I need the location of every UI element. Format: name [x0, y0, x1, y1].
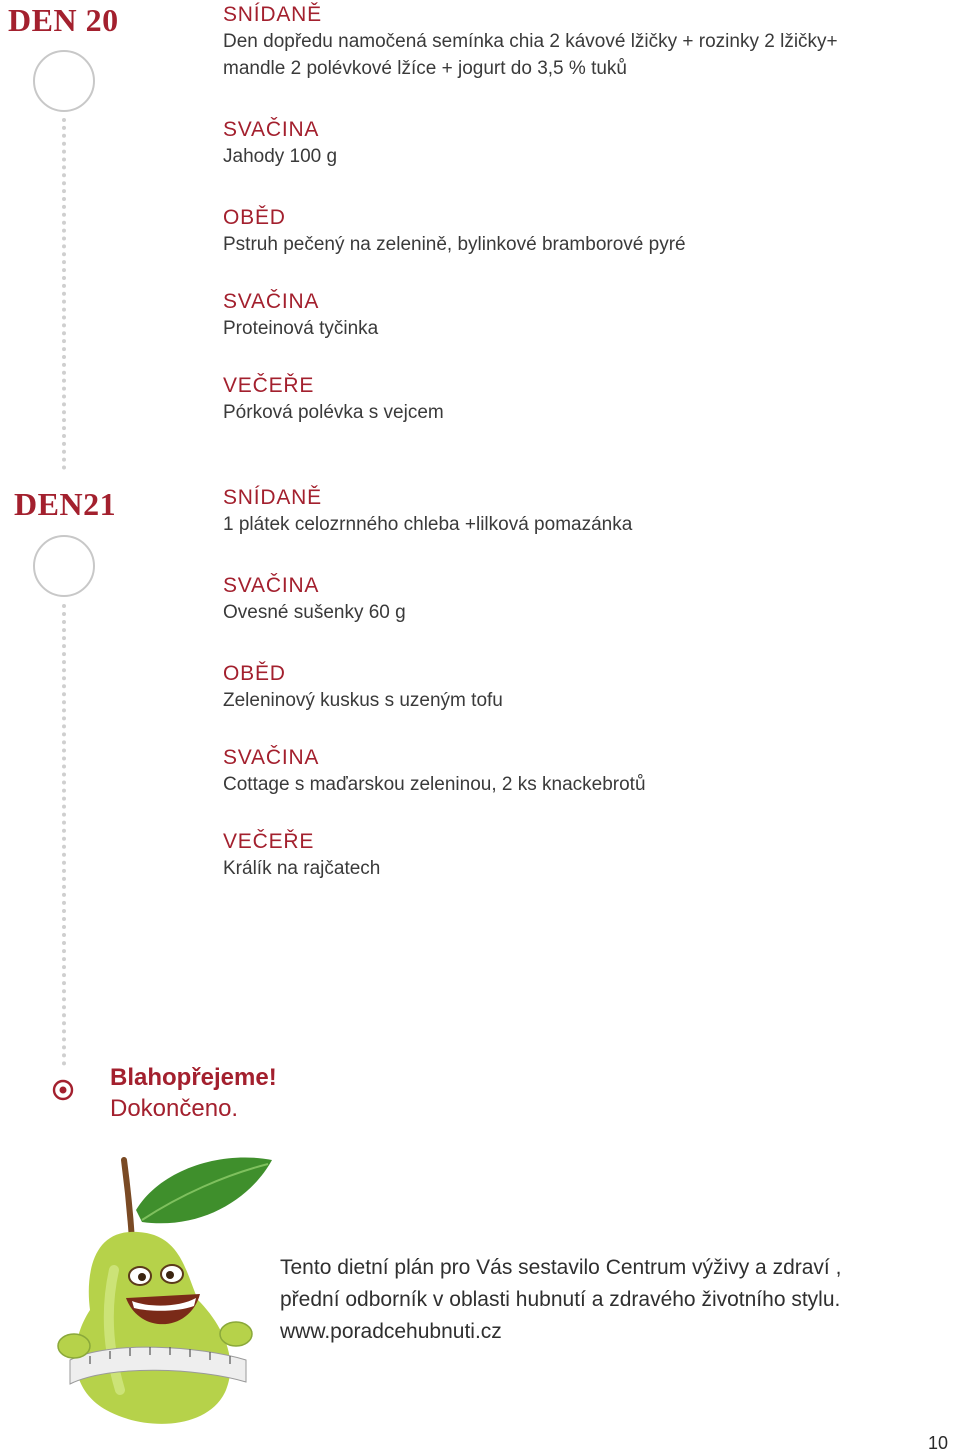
website-link[interactable]: www.poradcehubnuti.cz: [280, 1320, 502, 1343]
credit-line: Tento dietní plán pro Vás sestavilo Centrum výživy a zdraví ,: [280, 1256, 842, 1279]
congratulations-block: [110, 1062, 277, 1124]
credit-text: [280, 1252, 930, 1348]
meal-text: Pórková polévka s vejcem: [223, 402, 444, 423]
day-21-timeline-circle: [33, 535, 95, 597]
meal-text: Králík na rajčatech: [223, 858, 381, 879]
meal-label: SVAČINA: [223, 746, 320, 769]
day-21-snack-2: [223, 745, 923, 798]
day-20-breakfast: [223, 2, 923, 82]
meal-text: Den dopředu namočená semínka chia 2 kávové lžičky + rozinky 2 lžičky+: [223, 31, 838, 52]
pear-mascot-illustration: [50, 1150, 290, 1430]
day-21-snack-1: [223, 573, 923, 626]
credit-line: přední odborník v oblasti hubnutí a zdravého životního stylu.: [280, 1288, 841, 1311]
day-21-breakfast: [223, 485, 923, 538]
meal-label: SVAČINA: [223, 118, 320, 141]
day-20-timeline-circle: [33, 50, 95, 112]
meal-text: Pstruh pečený na zelenině, bylinkové bramborové pyré: [223, 234, 686, 255]
meal-text: 1 plátek celozrnného chleba +lilková pomazánka: [223, 514, 633, 535]
day-20-lunch: [223, 205, 923, 258]
day-21-title: DEN21: [14, 486, 117, 522]
page-number: 10: [927, 1433, 948, 1453]
meal-text: Jahody 100 g: [223, 146, 338, 167]
meal-label: VEČEŘE: [223, 374, 315, 397]
meal-label: SNÍDANĚ: [223, 3, 322, 26]
meal-text: mandle 2 polévkové lžíce + jogurt do 3,5 % tuků: [223, 58, 627, 79]
congratulations-heading: Blahopřejeme!: [110, 1064, 277, 1091]
day-20-dinner: [223, 373, 923, 426]
day-20-title: DEN 20: [8, 2, 119, 38]
day-21-lunch: [223, 661, 923, 714]
meal-label: SVAČINA: [223, 574, 320, 597]
meal-label: OBĚD: [223, 206, 286, 229]
meal-text: Cottage s maďarskou zeleninou, 2 ks knackebrotů: [223, 774, 646, 795]
meal-label: SNÍDANĚ: [223, 486, 322, 509]
meal-text: Ovesné sušenky 60 g: [223, 602, 406, 623]
meal-label: VEČEŘE: [223, 830, 315, 853]
day-21-timeline-dots: [62, 604, 66, 1066]
target-icon: [52, 1079, 74, 1101]
meal-label: SVAČINA: [223, 290, 320, 313]
day-21-dinner: [223, 829, 923, 882]
day-20-timeline-dots: [62, 118, 66, 470]
day-20-snack-2: [223, 289, 923, 342]
day-20-snack-1: [223, 117, 923, 170]
meal-text: Proteinová tyčinka: [223, 318, 379, 339]
meal-label: OBĚD: [223, 662, 286, 685]
completed-text: Dokončeno.: [110, 1095, 239, 1122]
meal-text: Zeleninový kuskus s uzeným tofu: [223, 690, 503, 711]
